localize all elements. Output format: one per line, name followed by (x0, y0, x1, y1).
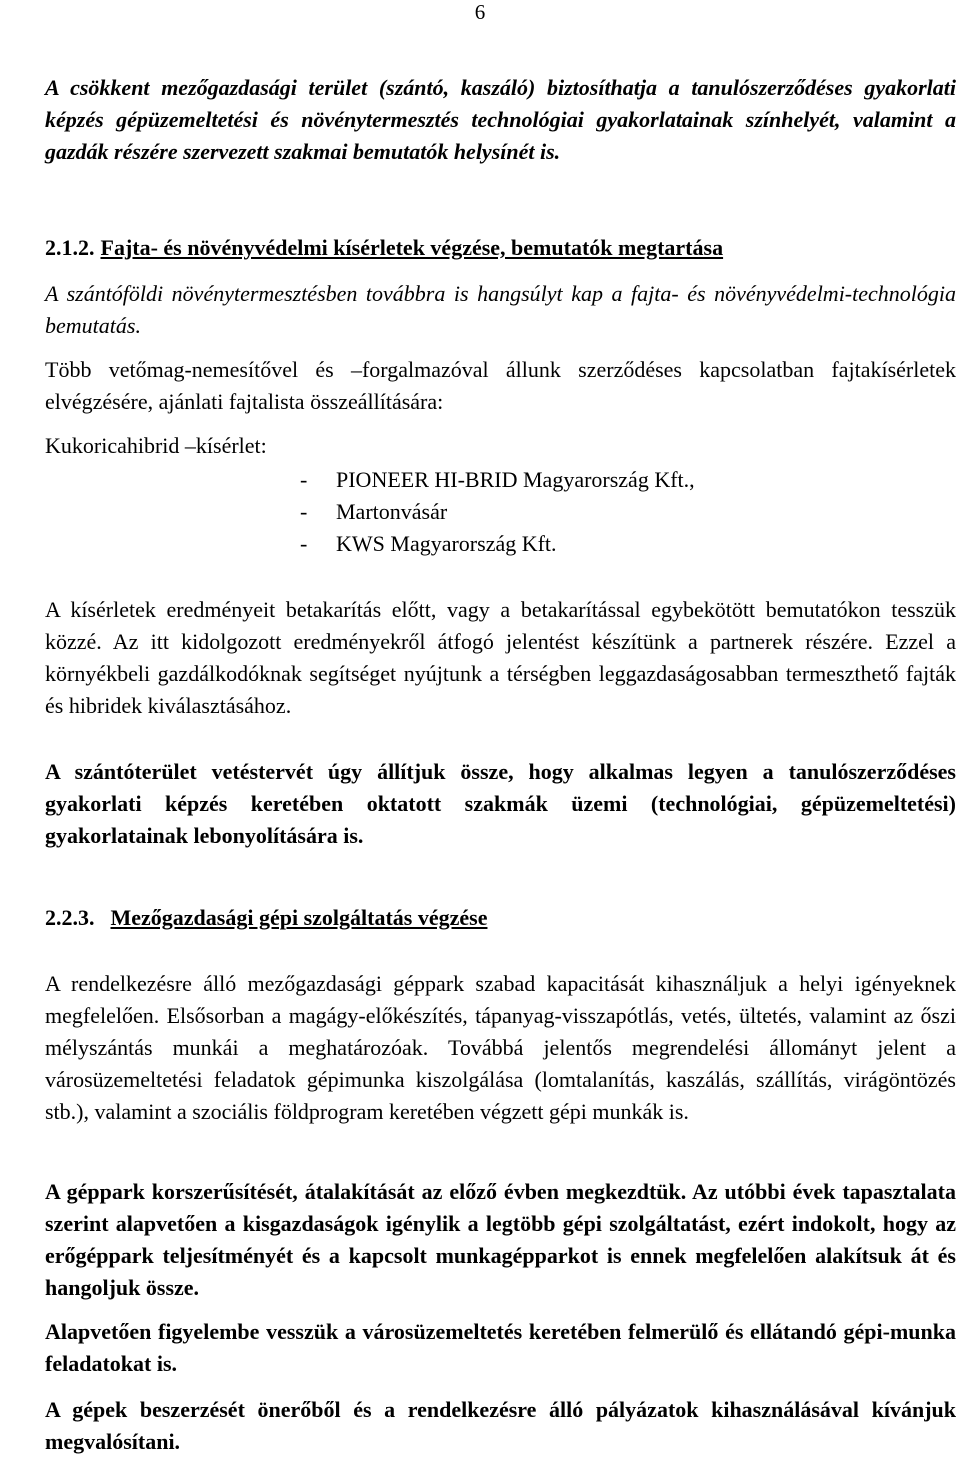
section-2-1-2-heading (45, 232, 723, 264)
section-2-1-2-bold-paragraph: A szántóterület vetéstervét úgy állítjuk össze, hogy alkalmas legyen a tanulószerződéses gyakorlati képzés keretében oktatott szakmák üzemi (technológiai, gépüzemeltetési) gyakorlatainak lebonyolítására is. (45, 759, 956, 848)
section-2-1-2-number: 2.1.2. (45, 235, 95, 260)
section-2-2-3-number: 2.2.3. (45, 905, 95, 930)
section-2-2-3-bold-paragraph-2: Alapvetően figyelembe vesszük a városüzemeltetés keretében felmerülő és ellátandó gépi-munka feladatokat is. (45, 1319, 956, 1376)
list-item: - PIONEER HI-BRID Magyarország Kft., (300, 464, 956, 496)
section-2-2-3-paragraph-1: A rendelkezésre álló mezőgazdasági géppark szabad kapacitását kihasználjuk a helyi igényeknek megfelelően. Elsősorban a magágy-előkészítés, tápanyag-visszapótlás, vetés, ültetés, valamint az őszi mélyszántás munkái a meghatározóak. Továbbá jelentős megrendelési állományt jelent a városüzemeltetési feladatok gépimunka kiszolgálása (lomtalanítás, kaszálás, szállítás, virágöntözés stb.), valamint a szociális földprogram keretében végzett gépi munkák is. (45, 971, 956, 1124)
section-2-2-3-bold-paragraph-3: A gépek beszerzését önerőből és a rendelkezésre álló pályázatok kihasználásával kívánjuk megvalósítani. (45, 1397, 956, 1454)
list-item: - Martonvásár (300, 496, 956, 528)
section-2-1-2-paragraph-2: A kísérletek eredményeit betakarítás előtt, vagy a betakarítással egybekötött bemutatókon tesszük közzé. Az itt kidolgozott eredményekről átfogó jelentést készítünk a partnerek részére. Ezzel a környékbeli gazdálkodóknak segítséget nyújtunk a térségben leggazdaságosabban termeszthető fajták és hibridek kiválasztásához. (45, 597, 956, 718)
section-2-2-3-title: Mezőgazdasági gépi szolgáltatás végzése (110, 905, 488, 930)
intro-paragraph: A csökkent mezőgazdasági terület (szántó, kaszáló) biztosíthatja a tanulószerződéses gyakorlati képzés gépüzemeltetési és növénytermesztés technológiai gyakorlatainak színhelyét, valamint a gazdák részére szervezett szakmai bemutatók helysínét is. (45, 75, 956, 164)
section-2-2-3-bold-paragraph-1: A géppark korszerűsítését, átalakítását az előző évben megkezdtük. Az utóbbi évek tapasztalata szerint alapvetően a kisgazdaságok igénylik a legtöbb gépi szolgáltatást, ezért indokolt, hogy az erőgéppark teljesítményét és a kapcsolt munkagépparkot is ennek megfelelően alakítsuk át és hangoljuk össze. (45, 1179, 956, 1300)
section-2-1-2-paragraph-1: Több vetőmag-nemesítővel és –forgalmazóval állunk szerződéses kapcsolatban fajtakísérletek elvégzésére, ajánlati fajtalista összeállítására: (45, 357, 956, 414)
list-item: - KWS Magyarország Kft. (300, 528, 956, 560)
section-2-1-2-title: Fajta- és növényvédelmi kísérletek végzése, bemutatók megtartása (100, 235, 724, 260)
hybrid-trial-label: Kukoricahibrid –kísérlet: (45, 433, 267, 458)
section-2-2-3-heading (0, 902, 487, 934)
partner-list (45, 464, 956, 560)
section-2-1-2-italic-paragraph: A szántóföldi növénytermesztésben továbbra is hangsúlyt kap a fajta- és növényvédelmi-technológia bemutatás. (45, 281, 956, 338)
page-number: 6 (474, 0, 486, 24)
